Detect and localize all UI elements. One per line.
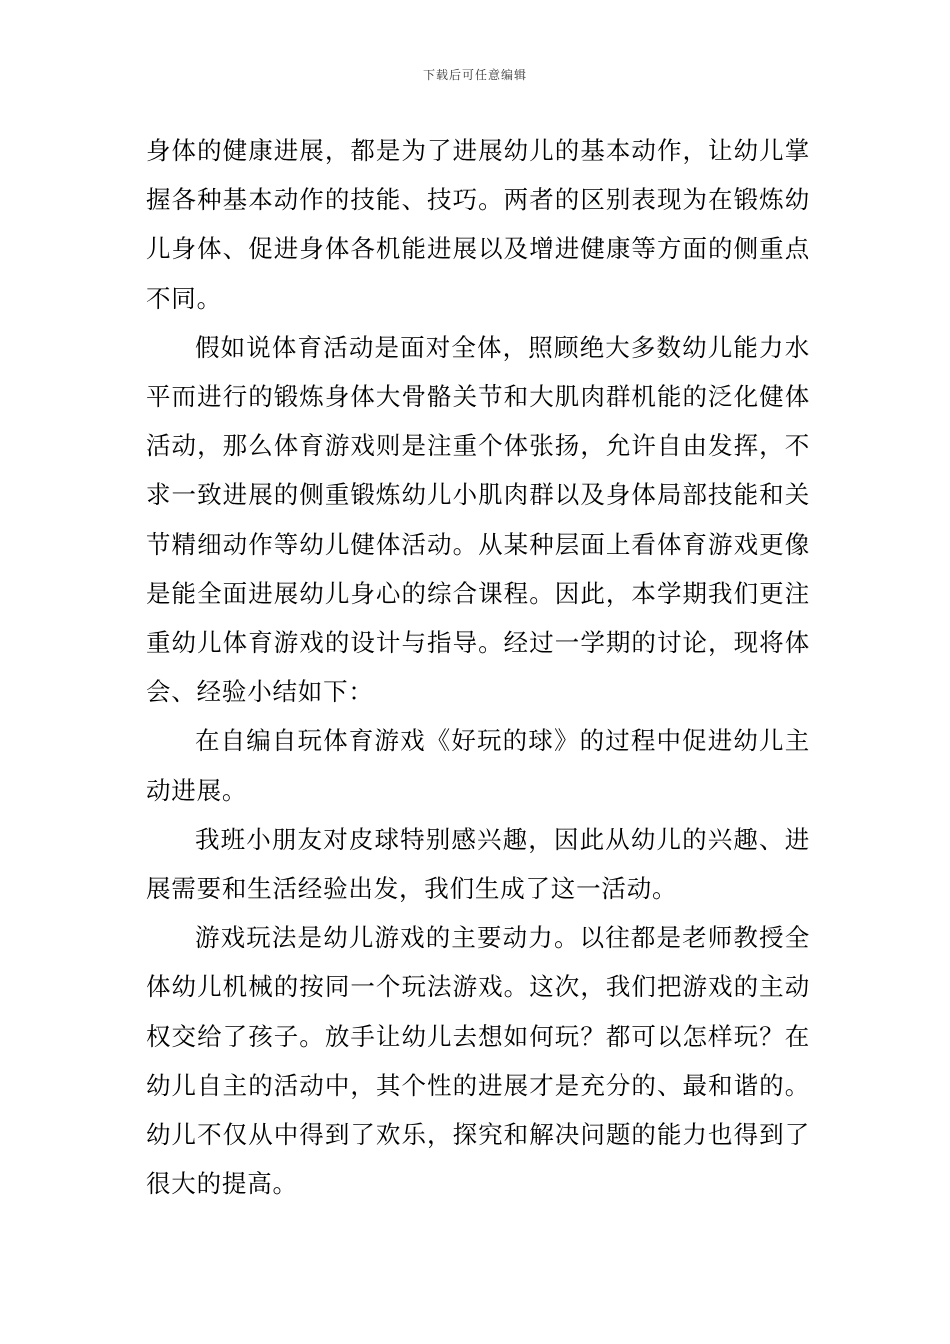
paragraph-2: 假如说体育活动是面对全体，照顾绝大多数幼儿能力水平而进行的锻炼身体大骨骼关节和大肌肉群机能的泛化健体活动，那么体育游戏则是注重个体张扬，允许自由发挥，不求一致进展的侧重锻炼幼儿小肌肉群以及身体局部技能和关节精细动作等幼儿健体活动。从某种层面上看体育游戏更像是能全面进展幼儿身心的综合课程。因此，本学期我们更注重幼儿体育游戏的设计与指导。经过一学期的讨论，现将体会、经验小结如下： bbox=[146, 332, 810, 707]
header-note: 下载后可任意编辑 bbox=[422, 68, 527, 82]
paragraph-3: 在自编自玩体育游戏《好玩的球》的过程中促进幼儿主动进展。 bbox=[146, 726, 810, 805]
paragraph-1: 身体的健康进展，都是为了进展幼儿的基本动作，让幼儿掌握各种基本动作的技能、技巧。两者的区别表现为在锻炼幼儿身体、促进身体各机能进展以及增进健康等方面的侧重点不同。 bbox=[146, 136, 810, 313]
document-body bbox=[146, 126, 810, 1208]
paragraph-5: 游戏玩法是幼儿游戏的主要动力。以往都是老师教授全体幼儿机械的按同一个玩法游戏。这次，我们把游戏的主动权交给了孩子。放手让幼儿去想如何玩？都可以怎样玩？在幼儿自主的活动中，其个性的进展才是充分的、最和谐的。幼儿不仅从中得到了欢乐，探究和解决问题的能力也得到了很大的提高。 bbox=[146, 923, 810, 1199]
paragraph-4: 我班小朋友对皮球特别感兴趣，因此从幼儿的兴趣、进展需要和生活经验出发，我们生成了这一活动。 bbox=[146, 824, 810, 904]
